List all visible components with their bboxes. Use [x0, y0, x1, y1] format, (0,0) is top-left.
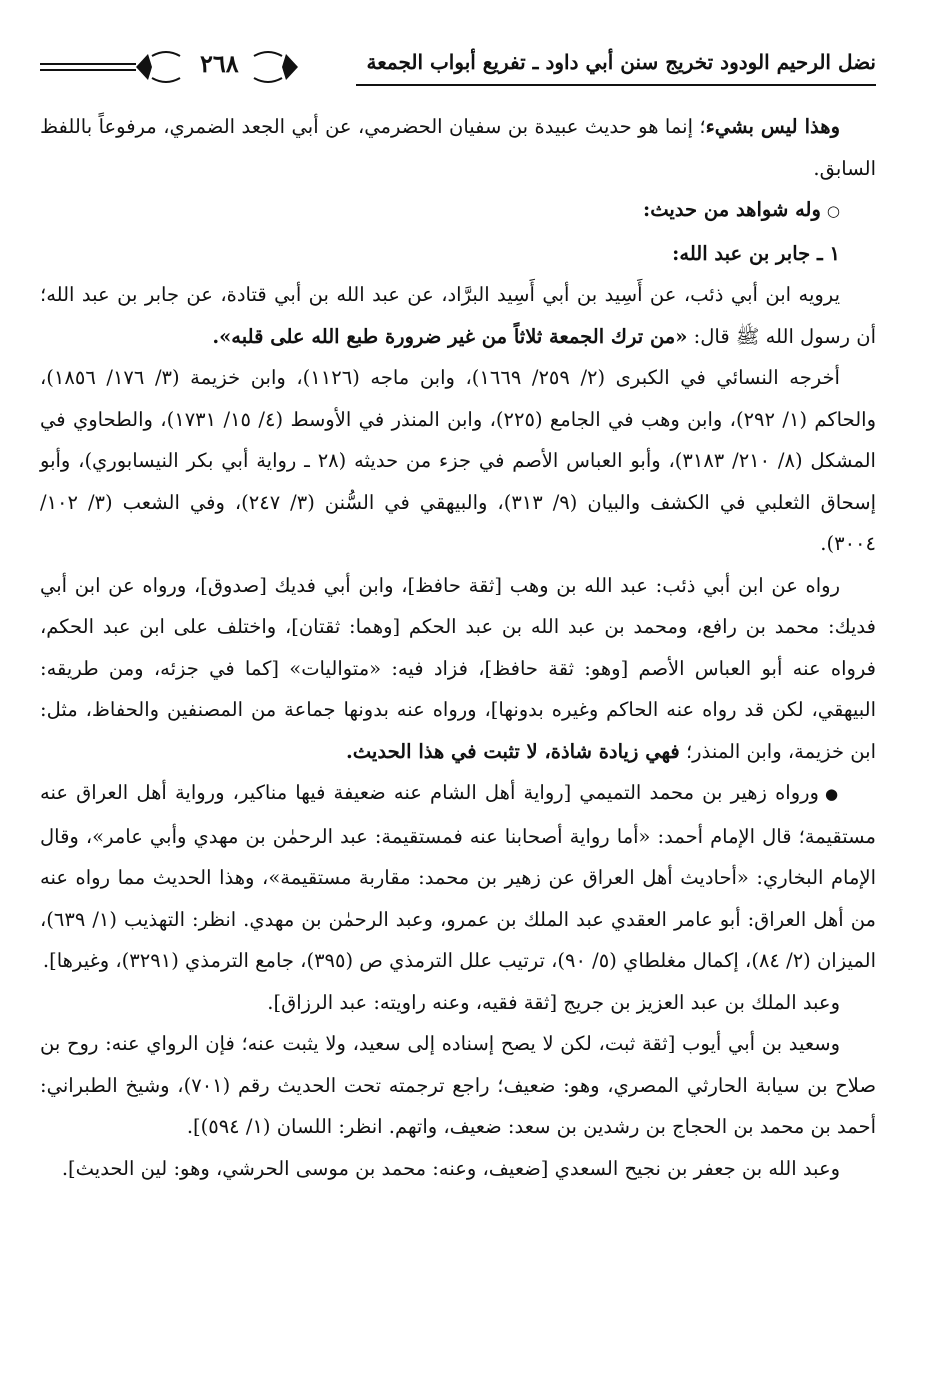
paragraph-text: رواه عن ابن أبي ذئب: عبد الله بن وهب [ثقة حافظ]، وابن أبي فديك [صدوق]، ورواه عن ابن أبي فديك: محمد بن رافع، ومحمد بن عبد الله بن عبد الحكم [وهما: ثقتان]، واختلف على ابن عبد الحكم، فرواه عنه أبو العباس الأصم [وهو: ثقة حافظ]، فزاد فيه: «متواليات» [كما في جزئه، ومن طريقه: البيهقي، لكن قد رواه عنه الحاكم وغيره بدونها]، ورواه عنه بدونها جماعة من المصنفين والحفاظ، مثل: ابن خزيمة، وابن المنذر؛ — [40, 573, 876, 763]
hadith-quote: «من ترك الجمعة ثلاثاً من غير ضرورة طبع الله على قلبه». — [212, 324, 688, 348]
page-header — [40, 40, 876, 98]
running-title: نضل الرحيم الودود تخريج سنن أبي داود ـ تفريع أبواب الجمعة — [366, 50, 876, 74]
bullet-dot-icon: ● — [824, 785, 841, 803]
circle-bullet-icon: ○ — [826, 202, 840, 220]
subheading: ١ ـ جابر بن عبد الله: — [672, 241, 840, 265]
paragraph — [40, 772, 876, 982]
paragraph-text: يرويه ابن أبي ذئب، عن أَسِيد بن أبي أَسِيد البرَّاد، عن عبد الله بن أبي قتادة، عن جابر بن عبد الله؛ أن رسول الله ﷺ قال: — [40, 283, 876, 348]
header-rule — [356, 84, 876, 86]
paragraph: أخرجه النسائي في الكبرى (٢/ ٢٥٩/ ١٦٦٩)، وابن ماجه (١١٢٦)، وابن خزيمة (٣/ ١٧٦/ ١٨٥٦)، والحاكم (١/ ٢٩٢)، وابن وهب في الجامع (٢٢٥)، وابن المنذر في الأوسط (٤/ ١٥/ ١٧٣١)، والطحاوي في المشكل (٨/ ٢١٠/ ٣١٨٣)، وأبو العباس الأصم في جزء من حديثه (٢٨ ـ رواية أبي بكر النيسابوري)، وأبو إسحاق الثعلبي في الكشف والبيان (٩/ ٣١٣)، والبيهقي في السُّنن (٣/ ٢٤٧)، وفي الشعب (٣/ ١٠٢/ ٣٠٠٤). — [40, 366, 876, 555]
paragraph — [40, 274, 876, 357]
page-number-ornament-icon — [40, 46, 350, 92]
paragraph-text: ؛ إنما هو حديث عبيدة بن سفيان الحضرمي، عن أبي الجعد الضمري، مرفوعاً باللفظ السابق. — [40, 115, 876, 180]
bold-conclusion: فهي زيادة شاذة، لا تثبت في هذا الحديث. — [345, 739, 680, 763]
paragraph — [40, 106, 876, 189]
paragraph: وسعيد بن أبي أيوب [ثقة ثبت، لكن لا يصح إسناده إلى سعيد، ولا يثبت عنه؛ فإن الرواي عنه: روح بن صلاح بن سيابة الحارثي المصري، وهو: ضعيف؛ راجع ترجمته تحت الحديث رقم (٧٠١)، وشيخ الطبراني: أحمد بن محمد بن الحجاج بن رشدين بن سعد: ضعيف، واتهم. انظر: اللسان (١/ ٥٩٤)]. — [40, 1032, 876, 1138]
paragraph: وعبد الملك بن عبد العزيز بن جريج [ثقة فقيه، وعنه راويته: عبد الرزاق]. — [267, 990, 840, 1014]
section-heading — [40, 189, 876, 233]
paragraph-text: ورواه زهير بن محمد التميمي [رواية أهل الشام عنه ضعيفة فيها مناكير، ورواية أهل العراق عنه مستقيمة؛ قال الإمام أحمد: «أما رواية أصحابنا عنه فمستقيمة: عبد الرحمٰن بن مهدي وأبي عامر»، وقال الإمام البخاري: «أحاديث أهل العراق عن زهير بن محمد: مقاربة مستقيمة»، وهذا الحديث مما رواه عنه من أهل العراق: أبو عامر العقدي عبد الملك بن عمرو، وعبد الرحمٰن بن مهدي. انظر: التهذيب (١/ ٦٣٩)، الميزان (٢/ ٨٤)، إكمال مغلطاي (٥/ ٩٠)، ترتيب علل الترمذي ص (٣٩٥)، جامع الترمذي (٣٢٩١)، وغيرها]. — [40, 781, 876, 972]
heading-text: وله شواهد من حديث: — [643, 198, 821, 221]
paragraph — [40, 565, 876, 773]
bold-lead: وهذا ليس بشيء — [705, 115, 840, 138]
paragraph: وعبد الله بن جعفر بن نجيح السعدي [ضعيف، وعنه: محمد بن موسى الحرشي، وهو: لين الحديث]. — [61, 1156, 840, 1180]
page-body — [40, 106, 876, 1189]
book-page — [40, 40, 876, 1360]
page-number: ٢٦٨ — [200, 49, 239, 78]
